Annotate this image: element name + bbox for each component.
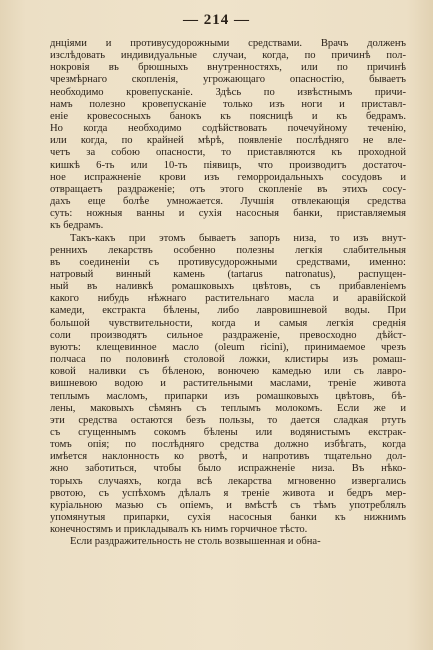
text-line: рвотою, съ успѣхомъ дѣлалъ я треніе живота и бедръ мер-	[50, 487, 406, 499]
text-line: жно заботиться, чтобы было испражненіе низа. Въ нѣко-	[50, 463, 406, 475]
text-line: четъ за собою опасности, то приставляются къ проходной	[50, 147, 406, 159]
text-line: днціями и противусудорожными средствами. Врачъ долженъ	[50, 38, 406, 49]
text-line: въ соединеніи съ противусудорожными средствами, именно:	[50, 256, 406, 268]
text-line: кишкѣ 6-ть или 10-ть піявицъ, что производитъ достаточ-	[50, 159, 406, 171]
text-line: намъ полезно кровепусканіе только изъ ноги и приставл-	[50, 98, 406, 110]
text-line: Такъ-какъ при этомъ бываетъ запоръ низа, то изъ внут-	[70, 232, 406, 244]
text-line: имѣется наклонность ко рвотѣ, и напротивъ тщательно дол-	[50, 451, 406, 463]
text-line: камеди, екстракта бѣлены, либо лавровишневой воды. При	[50, 305, 406, 317]
text-line: теплымъ масломъ, припарки изъ ромашковыхъ цвѣтовъ, бѣ-	[50, 390, 406, 402]
text-line: какого нибудь нѣжнаго растительнаго масла и аравійской	[50, 293, 406, 305]
text-line: или когда, по крайней мѣрѣ, появленіе послѣдняго не вле-	[50, 135, 406, 147]
text-line: упомянутыя припарки, сухія насосныя банки къ нижнимъ	[50, 512, 406, 524]
text-line: реннихъ лекарствъ особенно полезны легкія слабительныя	[50, 244, 406, 256]
text-line: ное испражненіе крови изъ геморроидальныхъ сосудовъ и	[50, 171, 406, 183]
text-line: съ сгущеннымъ сокомъ бѣлены или водянистымъ екстрак-	[50, 427, 406, 438]
text-line: изслѣдовать индивидуальные случаи, когда, по причинѣ пол-	[50, 50, 406, 62]
text-line: дахъ еще болѣе умножается. Лучшія отвлекающія средства	[50, 196, 406, 208]
text-line: нокровія въ брюшныхъ внутренностяхъ, или по причинѣ	[50, 62, 406, 74]
text-line: конечностямъ и прикладывалъ къ нимъ горчичное тѣсто.	[50, 524, 308, 536]
body-text	[50, 38, 406, 549]
text-line: эти средства остаются безъ пользы, то дается сладкая ртуть	[50, 414, 406, 426]
text-line: полчаса по половинѣ столовой ложки, клистиры изъ ромаш-	[50, 354, 406, 366]
text-line: необходимо кровепусканіе. Здѣсь по извѣстнымъ причи-	[50, 86, 406, 98]
text-line: торыхъ случаяхъ, когда всѣ лекарства мгновенно извергались	[50, 475, 406, 487]
text-line: ный въ наливкѣ ромашковыхъ цвѣтовъ, съ прибавленіемъ	[50, 281, 406, 293]
text-line: отвращаетъ раздраженіе; отъ этого скопленіе въ этихъ сосу-	[50, 183, 406, 195]
text-line: Если раздражительность не столь возвышенная и обна-	[70, 536, 321, 548]
text-line: чрезмѣрнаго скопленія, угрожающаго опасностію, бываетъ	[50, 74, 406, 86]
text-line: натровый винный камень (tartarus natronatus), распущен-	[50, 268, 406, 280]
text-line: вишневою водою и растительными маслами, треніе живота	[50, 378, 406, 390]
text-line: лены, маковыхъ сѣмянъ съ теплымъ молокомъ. Если же и	[50, 402, 406, 414]
text-line: вуютъ: клещевинное масло (oleum ricini), принимаемое чрезъ	[50, 341, 406, 353]
text-line: соли производятъ сильное раздраженіе, превосходно дѣйст-	[50, 329, 406, 341]
text-line: къ бедрамъ.	[50, 220, 104, 232]
text-line: суть: ножныя ванны и сухія насосныя банки, приставляемыя	[50, 208, 406, 220]
text-line: ковой наливки съ бѣленою, вонючею камедью или съ лавро-	[50, 366, 406, 378]
text-line: Но когда необходимо содѣйствовать почечуйному теченію,	[50, 123, 406, 135]
text-line: еніе кровесосныхъ банокъ къ поясницѣ и къ бедрамъ.	[50, 110, 406, 122]
text-line: большой чувствительности, когда и самыя легкія среднія	[50, 317, 406, 329]
page-number: — 214 —	[183, 12, 250, 28]
text-line: куріальною мазью съ опіемъ, и вмѣстѣ съ тѣмъ употреблялъ	[50, 499, 406, 511]
text-line: томъ опія; по послѣдняго средства должно избѣгать, когда	[50, 439, 406, 451]
